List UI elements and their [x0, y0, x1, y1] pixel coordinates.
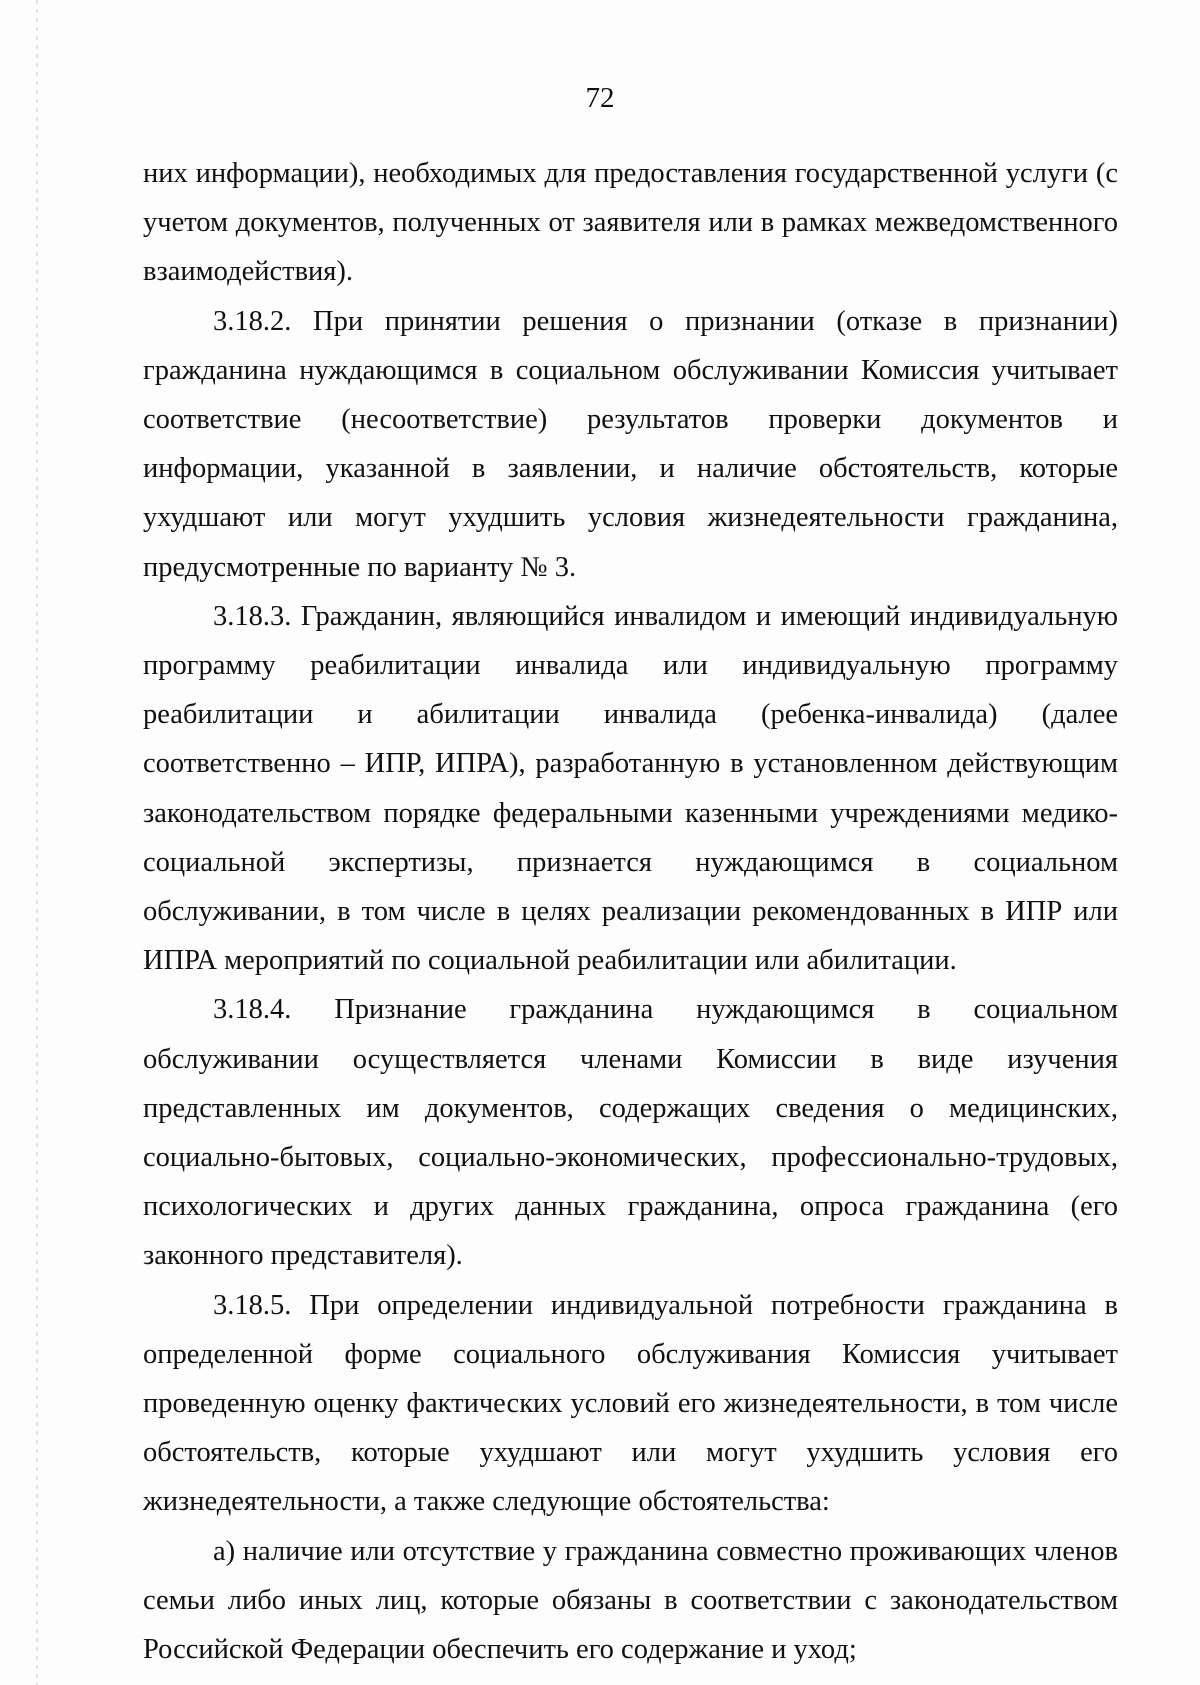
page-number: 72	[585, 82, 615, 114]
paragraph-3-18-2: 3.18.2. При принятии решения о признании (отказе в признании) гражданина нуждающимся в социальном обслуживании Комиссия учитывает соответствие (несоответствие) результатов проверки документов и информации, указанной в заявлении, и наличие обстоятельств, которые ухудшают или могут ухудшить условия жизнедеятельности гражданина, предусмотренные по варианту № 3.	[143, 305, 1118, 583]
paragraph-continuation: них информации), необходимых для предоставления государственной услуги (с учетом документов, полученных от заявителя или в рамках межведомственного взаимодействия).	[143, 158, 1118, 288]
paragraph-3-18-3: 3.18.3. Гражданин, являющийся инвалидом и имеющий индивидуальную программу реабилитации инвалида или индивидуальную программу реабилитации и абилитации инвалида (ребенка-инвалида) (далее соответственно – ИПР, ИПРА), разработанную в установленном действующим законодательством порядке федеральными казенными учреждениями медико-социальной экспертизы, признается нуждающимся в социальном обслуживании, в том числе в целях реализации рекомендованных в ИПР или ИПРА мероприятий по социальной реабилитации или абилитации.	[143, 600, 1118, 977]
paragraph-3-18-4: 3.18.4. Признание гражданина нуждающимся в социальном обслуживании осуществляется членами Комиссии в виде изучения представленных им документов, содержащих сведения о медицинских, социально-бытовых, социально-экономических, профессионально-трудовых, психологических и других данных гражданина, опроса гражданина (его законного представителя).	[143, 994, 1118, 1272]
paragraph-item-a: а) наличие или отсутствие у гражданина совместно проживающих членов семьи либо иных лиц, которые обязаны в соответствии с законодательством Российской Федерации обеспечить его содержание и уход;	[143, 1535, 1118, 1666]
scan-edge-line	[36, 0, 38, 1685]
document-body	[143, 149, 1118, 1674]
paragraph-3-18-5: 3.18.5. При определении индивидуальной потребности гражданина в определенной форме социального обслуживания Комиссия учитывает проведенную оценку фактических условий его жизнедеятельности, в том числе обстоятельств, которые ухудшают или могут ухудшить условия его жизнедеятельности, а также следующие обстоятельства:	[143, 1289, 1118, 1518]
